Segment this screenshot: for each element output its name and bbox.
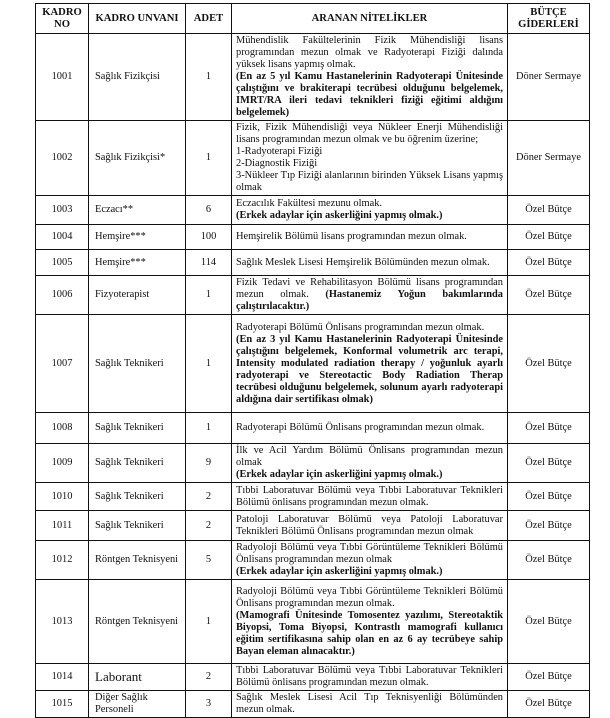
butce-giderleri-cell: Özel Bütçe xyxy=(508,444,590,483)
kadro-unvani-cell: Sağlık Teknikeri xyxy=(89,315,186,413)
nitelik-bold-text: (En az 3 yıl Kamu Hastanelerinin Radyoterapi Ünitesinde çalıştığını belgelemek, Konformal volumetrik arc terapi, Intensity modulated radiation therapy / yoğunluk ayarlı radyoterapi ve Stereotactic Body Radiation Therap tecrübesi olduğunu belgelemek, solunum ayarlı radyoterapi aldığına dair sertifikası olmak) xyxy=(236,333,503,405)
table-row xyxy=(36,250,590,276)
nitelik-list-item: 2-Diagnostik Fiziği xyxy=(236,158,318,169)
adet-cell: 1 xyxy=(186,276,232,315)
header-kadro-no: KADRO NO xyxy=(36,4,89,34)
adet-cell: 114 xyxy=(186,250,232,276)
aranan-nitelikler-cell xyxy=(232,444,508,483)
butce-giderleri-cell: Özel Bütçe xyxy=(508,580,590,664)
table-row xyxy=(36,483,590,511)
kadro-no-cell: 1004 xyxy=(36,225,89,250)
nitelik-bold-text: (Erkek adaylar için askerliğini yapmış olmak.) xyxy=(236,469,443,480)
butce-giderleri-cell: Özel Bütçe xyxy=(508,511,590,541)
aranan-nitelikler-cell xyxy=(232,664,508,691)
nitelik-text: Fizik Tedavi ve Rehabilitasyon Bölümü lisans programından mezun olmak. xyxy=(236,277,503,300)
table-row xyxy=(36,276,590,315)
kadro-unvani-cell: Sağlık Teknikeri xyxy=(89,444,186,483)
kadro-unvani-cell: Sağlık Teknikeri xyxy=(89,413,186,444)
adet-cell: 2 xyxy=(186,664,232,691)
butce-giderleri-cell: Özel Bütçe xyxy=(508,664,590,691)
nitelik-text: Radyoterapi Bölümü Önlisans programından mezun olmak. xyxy=(236,422,485,433)
nitelik-text: Radyoloji Bölümü veya Tıbbi Görüntüleme Teknikleri Bölümü Önlisans programından mezun olmak. xyxy=(236,585,503,609)
table-row xyxy=(36,34,590,121)
header-aranan-nitelikler: ARANAN NİTELİKLER xyxy=(232,4,508,34)
butce-giderleri-cell: Özel Bütçe xyxy=(508,250,590,276)
kadro-no-cell: 1009 xyxy=(36,444,89,483)
kadro-unvani-cell: Sağlık Fizikçisi xyxy=(89,34,186,121)
nitelik-bold-text: (Erkek adaylar için askerliğini yapmış olmak.) xyxy=(236,210,443,221)
butce-giderleri-cell: Döner Sermaye xyxy=(508,121,590,196)
kadro-unvani-cell: Fizyoterapist xyxy=(89,276,186,315)
kadro-no-cell: 1014 xyxy=(36,664,89,691)
aranan-nitelikler-cell xyxy=(232,196,508,225)
table-row xyxy=(36,691,590,718)
adet-cell: 2 xyxy=(186,483,232,511)
butce-giderleri-cell: Özel Bütçe xyxy=(508,315,590,413)
adet-cell: 5 xyxy=(186,541,232,580)
nitelik-text: Tıbbi Laboratuvar Bölümü veya Tıbbi Laboratuvar Teknikleri Bölümü önlisans programından mezun olmak. xyxy=(236,484,503,508)
table-row xyxy=(36,541,590,580)
nitelik-bold-text: (En az 5 yıl Kamu Hastanelerinin Radyoterapi Ünitesinde çalıştığını ve brakiterapi tecrübesi olduğunu belgelemek, IMRT/RA ileri tedavi teknikleri fiziği eğitimi aldığını belgelemek) xyxy=(236,71,503,118)
kadro-unvani-cell: Laborant xyxy=(89,664,186,691)
nitelik-text: Hemşirelik Bölümü lisans programından mezun olmak. xyxy=(236,231,467,242)
nitelik-list-item: 1-Radyoterapi Fiziği xyxy=(236,146,323,157)
nitelik-text: Radyoloji Bölümü veya Tıbbi Görüntüleme Teknikleri Bölümü Önlisans programından mezun olmak xyxy=(236,542,503,565)
header-butce-giderleri: BÜTÇE GİDERLERİ xyxy=(508,4,590,34)
adet-cell: 6 xyxy=(186,196,232,225)
kadro-no-cell: 1003 xyxy=(36,196,89,225)
butce-giderleri-cell: Özel Bütçe xyxy=(508,276,590,315)
butce-giderleri-cell: Özel Bütçe xyxy=(508,691,590,718)
adet-cell: 1 xyxy=(186,34,232,121)
table-row xyxy=(36,225,590,250)
butce-giderleri-cell: Özel Bütçe xyxy=(508,225,590,250)
nitelik-text: Sağlık Meslek Lisesi Hemşirelik Bölümünden mezun olmak. xyxy=(236,256,490,268)
kadro-unvani-cell: Sağlık Teknikeri xyxy=(89,511,186,541)
header-kadro-unvani: KADRO UNVANI xyxy=(89,4,186,34)
butce-giderleri-cell: Özel Bütçe xyxy=(508,483,590,511)
nitelik-bold-text: (Mamografi Ünitesinde Tomosentez yazılımı, Stereotaktik Biyopsi, Toma Biyopsi, Kontrastlı mamografi kullanıcı eğitim sertifikasına sahip olan en az 6 ay tecrübeye sahip Bayan eleman alınacaktır.) xyxy=(236,609,503,657)
aranan-nitelikler-cell xyxy=(232,250,508,276)
adet-cell: 3 xyxy=(186,691,232,718)
adet-cell: 2 xyxy=(186,511,232,541)
kadro-no-cell: 1010 xyxy=(36,483,89,511)
adet-cell: 1 xyxy=(186,413,232,444)
table-header-row xyxy=(36,4,590,34)
kadro-unvani-cell: Sağlık Teknikeri xyxy=(89,483,186,511)
kadro-no-cell: 1015 xyxy=(36,691,89,718)
kadro-no-cell: 1006 xyxy=(36,276,89,315)
aranan-nitelikler-cell xyxy=(232,121,508,196)
aranan-nitelikler-cell xyxy=(232,580,508,664)
kadro-unvani-cell: Röntgen Teknisyeni xyxy=(89,541,186,580)
table-row xyxy=(36,413,590,444)
nitelik-bold-text: (Hastanemiz Yoğun bakımlarında çalıştırılacaktır.) xyxy=(236,289,503,312)
aranan-nitelikler-cell xyxy=(232,34,508,121)
kadro-no-cell: 1011 xyxy=(36,511,89,541)
aranan-nitelikler-cell xyxy=(232,225,508,250)
table-row xyxy=(36,580,590,664)
adet-cell: 1 xyxy=(186,121,232,196)
kadro-no-cell: 1005 xyxy=(36,250,89,276)
aranan-nitelikler-cell xyxy=(232,691,508,718)
kadro-no-cell: 1002 xyxy=(36,121,89,196)
table-row xyxy=(36,511,590,541)
kadro-no-cell: 1013 xyxy=(36,580,89,664)
nitelik-text: Radyoterapi Bölümü Önlisans programından mezun olmak. xyxy=(236,321,485,333)
nitelik-text: Patoloji Laboratuvar Bölümü veya Patoloji Laboratuvar Teknikleri Bölümü Önlisans programından mezun olmak xyxy=(236,513,503,537)
kadro-unvani-cell: Eczacı** xyxy=(89,196,186,225)
aranan-nitelikler-cell xyxy=(232,541,508,580)
kadro-no-cell: 1012 xyxy=(36,541,89,580)
aranan-nitelikler-cell xyxy=(232,483,508,511)
aranan-nitelikler-cell xyxy=(232,315,508,413)
kadro-no-cell: 1008 xyxy=(36,413,89,444)
butce-giderleri-cell: Özel Bütçe xyxy=(508,413,590,444)
header-adet: ADET xyxy=(186,4,232,34)
nitelik-text: İlk ve Acil Yardım Bölümü Önlisans programından mezun olmak xyxy=(236,445,503,468)
kadro-unvani-cell: Diğer Sağlık Personeli xyxy=(89,691,186,718)
nitelik-list-item: 3-Nükleer Tıp Fiziği alanlarının birinden Yüksek Lisans yapmış olmak xyxy=(236,170,503,193)
nitelik-text: Mühendislik Fakültelerinin Fizik Mühendisliği lisans programından mezun olmak ve Radyoterapi Fiziği dalında yüksek lisans yapmış olmak. xyxy=(236,35,503,70)
kadro-unvani-cell: Hemşire*** xyxy=(89,225,186,250)
kadro-no-cell: 1001 xyxy=(36,34,89,121)
butce-giderleri-cell: Özel Bütçe xyxy=(508,196,590,225)
kadro-unvani-cell: Sağlık Fizikçisi* xyxy=(89,121,186,196)
nitelik-bold-text: (Erkek adaylar için askerliğini yapmış olmak.) xyxy=(236,566,443,577)
aranan-nitelikler-cell xyxy=(232,276,508,315)
aranan-nitelikler-cell xyxy=(232,413,508,444)
nitelik-text: Sağlık Meslek Lisesi Acil Tıp Teknisyenliği Bölümünden mezun olmak. xyxy=(236,692,503,715)
nitelik-text: Tıbbi Laboratuvar Bölümü veya Tıbbi Laboratuvar Teknikleri Bölümü önlisans programından mezun olmak. xyxy=(236,665,503,688)
kadro-unvani-cell: Hemşire*** xyxy=(89,250,186,276)
table-row xyxy=(36,315,590,413)
kadro-no-cell: 1007 xyxy=(36,315,89,413)
adet-cell: 1 xyxy=(186,315,232,413)
adet-cell: 1 xyxy=(186,580,232,664)
table-row xyxy=(36,196,590,225)
adet-cell: 9 xyxy=(186,444,232,483)
aranan-nitelikler-cell xyxy=(232,511,508,541)
nitelik-text: Fizik, Fizik Mühendisliği veya Nükleer Enerji Mühendisliği lisans programından mezun olmak ve bu öğrenim üzerine; xyxy=(236,122,503,145)
kadro-unvani-cell: Röntgen Teknisyeni xyxy=(89,580,186,664)
butce-giderleri-cell: Döner Sermaye xyxy=(508,34,590,121)
kadro-table xyxy=(35,3,590,718)
butce-giderleri-cell: Özel Bütçe xyxy=(508,541,590,580)
table-row xyxy=(36,664,590,691)
adet-cell: 100 xyxy=(186,225,232,250)
nitelik-text: Eczacılık Fakültesi mezunu olmak. xyxy=(236,198,383,209)
table-row xyxy=(36,121,590,196)
table-row xyxy=(36,444,590,483)
